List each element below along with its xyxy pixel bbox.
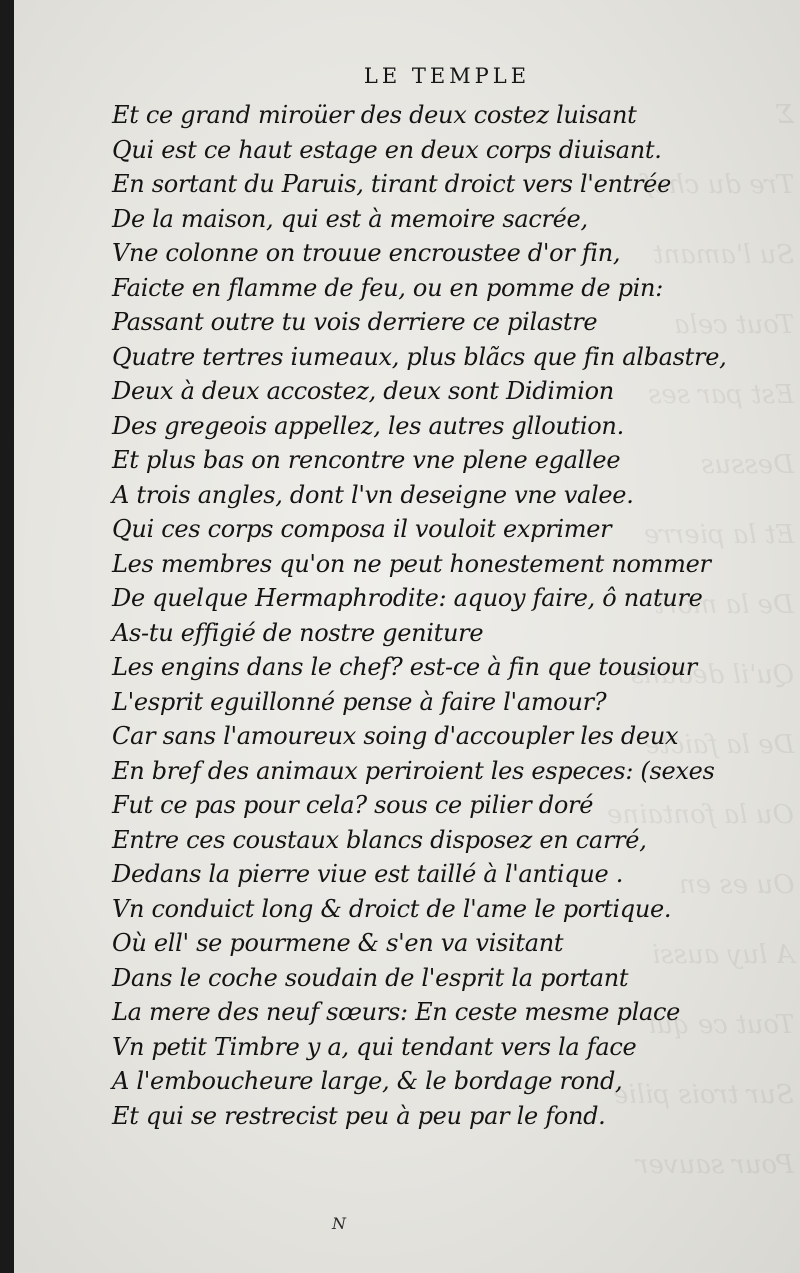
signature-mark: N [332,1214,346,1233]
verse-line: En sortant du Paruis, tirant droict vers l'entrée [112,170,671,198]
verse-line: Dedans la pierre viue est taillé à l'antique . [112,860,624,888]
book-page [14,0,800,1273]
verse-line: Fut ce pas pour cela? sous ce pilier doré [112,791,594,819]
verse-line: Quatre tertres iumeaux, plus blãcs que fin albastre, [112,342,727,371]
running-head: LE TEMPLE [363,64,531,88]
verse-line: En bref des animaux periroient les especes: (sexes [112,756,715,785]
verse-line: Et plus bas on rencontre vne plene egallee [112,446,621,474]
verse-line: La mere des neuf sœurs: En ceste mesme place [112,998,680,1026]
verse-line: Où ell' se pourmene & s'en va visitant [112,929,564,957]
verse-line: De la maison, qui est à memoire sacrée, [112,204,588,233]
verse-line: A l'emboucheure large, & le bordage rond, [112,1067,623,1095]
verse-line: Entre ces coustaux blancs disposez en carré, [112,825,647,854]
verse-line: L'esprit eguillonné pense à faire l'amour? [112,687,607,716]
verse-line: De quelque Hermaphrodite: aquoy faire, ô nature [112,584,703,612]
verse-text [112,98,726,1133]
verse-line: Passant outre tu vois derriere ce pilastre [112,308,598,336]
verse-line: Qui est ce haut estage en deux corps diuisant. [112,135,662,164]
verse-line: Les membres qu'on ne peut honestement nommer [112,549,711,578]
verse-line: Deux à deux accostez, deux sont Didimion [112,377,614,405]
show-through-text: Ʃ Tre du chef Su l'amant Tout cela Est par ses Dessus Et la pierre De la mort Qu'il dedans De la faicte Ou la fontaine Ou es en A luy aussi Tout ce qui Sur trois pilie Pour sauver [607,100,794,1180]
verse-line: Et qui se restrecist peu à peu par le fond. [112,1101,606,1130]
verse-line: A trois angles, dont l'vn deseigne vne valee. [112,480,634,509]
verse-line: Qui ces corps composa il vouloit exprimer [112,515,612,543]
verse-line: Vn conduict long & droict de l'ame le portique. [112,894,672,923]
verse-line: Vne colonne on trouue encroustee d'or fin, [112,239,621,267]
verse-line: Dans le coche soudain de l'esprit la portant [112,963,629,992]
verse-line: Et ce grand miroüer des deux costez luisant [112,101,637,129]
verse-line: As-tu effigié de nostre geniture [112,618,484,647]
verse-line: Faicte en flamme de feu, ou en pomme de pin: [112,273,663,302]
verse-line: Des gregeois appellez, les autres glloution. [112,411,624,440]
verse-line: Car sans l'amoureux soing d'accoupler les deux [112,722,679,750]
verse-line: Les engins dans le chef? est-ce à fin que tousiour [112,653,697,681]
verse-line: Vn petit Timbre y a, qui tendant vers la face [112,1032,637,1061]
